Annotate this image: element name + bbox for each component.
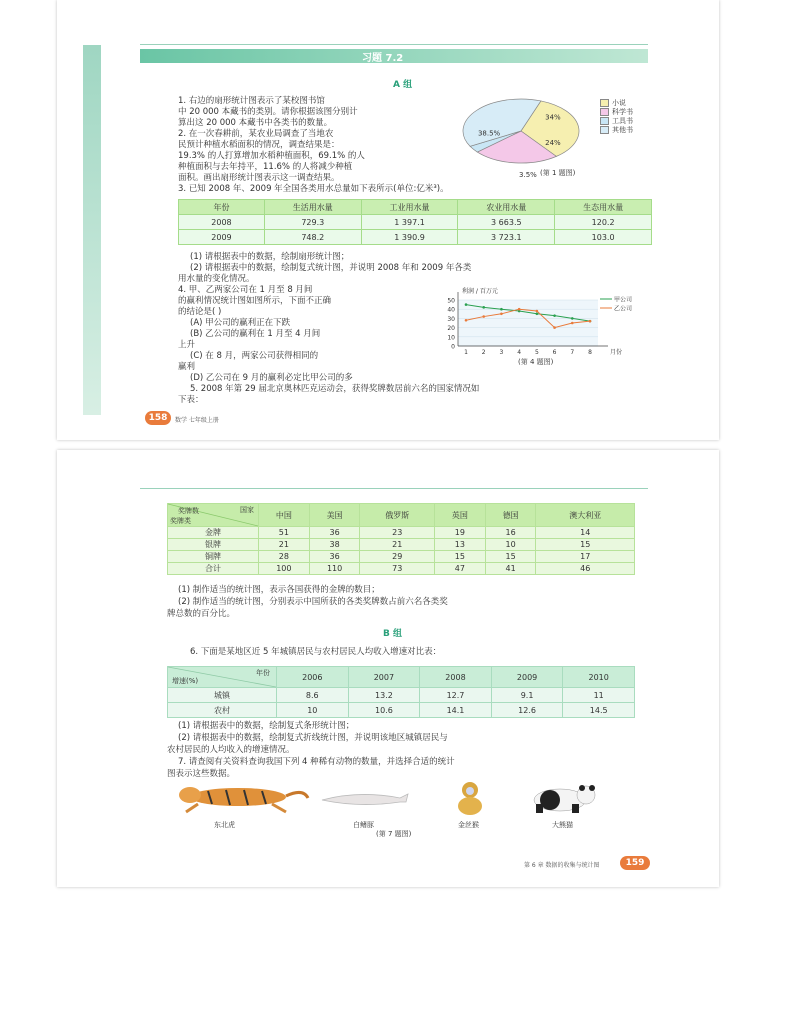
q4-line1: 4. 甲、乙两家公司在 1 月至 8 月间 xyxy=(178,285,313,295)
table-header-cell: 年份 xyxy=(179,200,265,215)
table-header-cell: 2006 xyxy=(277,667,349,688)
q2-line4: 种植面积与去年持平，11.6% 的人将减少种植 xyxy=(178,162,353,172)
data-point xyxy=(589,320,592,323)
legend-swatch xyxy=(600,117,609,125)
table-cell: 10.6 xyxy=(348,703,420,718)
table-cell: 729.3 xyxy=(264,215,361,230)
q6-line: 6. 下面是某地区近 5 年城镇居民与农村居民人均收入增速对比表： xyxy=(190,647,442,657)
x-tick-label: 3 xyxy=(499,349,504,356)
table-cell: 38 xyxy=(309,539,360,551)
legend-swatch xyxy=(600,126,609,134)
table-header-cell: 工业用水量 xyxy=(361,200,458,215)
q6-sub2b: 农村居民的人均收入的增速情况。 xyxy=(167,745,295,755)
table-header-row xyxy=(168,667,635,688)
y-tick-label: 10 xyxy=(447,334,455,342)
q6-sub2: (2) 请根据表中的数据，绘制复式折线统计图，并说明该地区城镇居民与 xyxy=(178,733,448,743)
table-row-label: 城镇 xyxy=(168,688,277,703)
panda-illustration xyxy=(520,782,600,814)
table-cell: 120.2 xyxy=(555,215,652,230)
table-cell: 10 xyxy=(277,703,349,718)
data-point xyxy=(465,319,468,322)
page1-footer: 数学 七年级上册 xyxy=(175,417,219,424)
pie-slice-label: 38.5% xyxy=(477,129,501,138)
data-point xyxy=(500,313,503,316)
data-point xyxy=(500,308,503,311)
pie-legend xyxy=(600,99,633,135)
y-tick-label: 30 xyxy=(447,315,455,323)
table-row-label: 银牌 xyxy=(168,539,259,551)
table-corner-cell xyxy=(168,504,259,527)
pie-caption: (第 1 题图) xyxy=(540,169,576,177)
table-cell: 103.0 xyxy=(555,230,652,245)
page-number-158: 158 xyxy=(145,411,171,425)
table-cell: 2008 xyxy=(179,215,265,230)
page-side-strip xyxy=(83,45,101,415)
x-tick-label: 5 xyxy=(534,349,539,356)
table-cell: 10 xyxy=(485,539,536,551)
table-header-cell: 2010 xyxy=(563,667,635,688)
table-header-cell: 2007 xyxy=(348,667,420,688)
animal-label: 大熊猫 xyxy=(552,821,573,829)
corner-label-medal: 奖牌类 xyxy=(170,517,191,525)
golden-monkey-illustration xyxy=(448,780,493,816)
tiger-illustration xyxy=(168,782,310,814)
table-row xyxy=(168,539,635,551)
page-number-159: 159 xyxy=(620,856,650,870)
corner-label-year: 年份 xyxy=(256,669,270,677)
top-rule xyxy=(140,44,648,45)
table-cell: 3 723.1 xyxy=(458,230,555,245)
group-b-badge: B 组 xyxy=(383,629,402,639)
table-header-cell: 美国 xyxy=(309,504,360,527)
q7-line1: 7. 请查阅有关资料查询我国下列 4 种稀有动物的数量，并选择合适的统计 xyxy=(178,757,455,767)
q4-option-c-2: 赢利 xyxy=(178,362,196,372)
q3-sub1: (1) 请根据表中的数据，绘制扇形统计图； xyxy=(190,252,350,262)
table-cell: 12.7 xyxy=(420,688,492,703)
q5-sub1: (1) 制作适当的统计图，表示各国获得的金牌的数目； xyxy=(178,585,380,595)
table-cell: 15 xyxy=(536,539,635,551)
table-cell: 13 xyxy=(435,539,486,551)
table-cell: 17 xyxy=(536,551,635,563)
y-tick-label: 50 xyxy=(447,297,455,305)
data-point xyxy=(571,322,574,325)
q7-line2: 图表示这些数据。 xyxy=(167,769,236,779)
q5-sub2: (2) 制作适当的统计图，分别表示中国所获的各类奖牌数占前六名各类奖 xyxy=(178,597,448,607)
dolphin-illustration xyxy=(320,790,410,810)
table-row-label: 合计 xyxy=(168,563,259,575)
y-axis-label: 利润 / 百万元 xyxy=(462,288,498,295)
table-cell: 2009 xyxy=(179,230,265,245)
table-corner-cell xyxy=(168,667,277,688)
table-cell: 23 xyxy=(360,527,435,539)
table-row xyxy=(168,551,635,563)
data-point xyxy=(553,326,556,329)
q6-sub1: (1) 请根据表中的数据，绘制复式条形统计图； xyxy=(178,721,355,731)
pie-legend-item: 科学书 xyxy=(600,108,633,117)
table-cell: 73 xyxy=(360,563,435,575)
table-cell: 21 xyxy=(360,539,435,551)
table-header-cell: 俄罗斯 xyxy=(360,504,435,527)
table-cell: 14.5 xyxy=(563,703,635,718)
x-tick-label: 8 xyxy=(588,349,592,356)
q4-option-d: (D) 乙公司在 9 月的赢利必定比甲公司的多 xyxy=(190,373,353,383)
data-point xyxy=(571,317,574,320)
group-a-badge: A 组 xyxy=(393,80,413,90)
legend-swatch xyxy=(600,99,609,107)
table-row-label: 金牌 xyxy=(168,527,259,539)
q4-option-a: (A) 甲公司的赢利正在下跌 xyxy=(190,318,291,328)
table-row xyxy=(168,703,635,718)
q5-line1: 5. 2008 年第 29 届北京奥林匹克运动会，获得奖牌数居前六名的国家情况如 xyxy=(190,384,480,394)
table-header-cell: 德国 xyxy=(485,504,536,527)
legend-label: 乙公司 xyxy=(614,305,633,313)
table-header-cell: 2009 xyxy=(491,667,563,688)
table-cell: 16 xyxy=(485,527,536,539)
line-chart-company-profit xyxy=(432,284,647,366)
table-header-cell: 澳大利亚 xyxy=(536,504,635,527)
table-cell: 1 390.9 xyxy=(361,230,458,245)
q3-line: 3. 已知 2008 年、2009 年全国各类用水总量如下表所示(单位:亿米³)。 xyxy=(178,184,449,194)
data-point xyxy=(553,314,556,317)
table-cell: 8.6 xyxy=(277,688,349,703)
table-cell: 51 xyxy=(259,527,310,539)
data-point xyxy=(536,313,539,316)
y-tick-label: 0 xyxy=(451,343,455,351)
table-cell: 14.1 xyxy=(420,703,492,718)
income-growth-table xyxy=(167,666,635,718)
x-tick-label: 6 xyxy=(552,349,557,356)
q2-line5: 面积。画出扇形统计图表示这一调查结果。 xyxy=(178,173,340,183)
data-point xyxy=(536,310,539,313)
q1-line3: 算出这 20 000 本藏书中各类书的数量。 xyxy=(178,118,333,128)
corner-label-count: 奖牌数 xyxy=(178,507,199,515)
q2-line3: 19.3% 的人打算增加水稻种植面积，69.1% 的人 xyxy=(178,151,365,161)
corner-label-country: 国家 xyxy=(240,506,254,514)
table-header-cell: 农业用水量 xyxy=(458,200,555,215)
animal-label: 白鳍豚 xyxy=(353,821,374,829)
table-cell: 14 xyxy=(536,527,635,539)
corner-label-growth: 增速(%) xyxy=(172,677,199,685)
table-row-label: 农村 xyxy=(168,703,277,718)
data-point xyxy=(465,303,468,306)
pie-slice-label: 24% xyxy=(545,139,561,148)
exercise-header xyxy=(140,49,648,63)
table-cell: 19 xyxy=(435,527,486,539)
table-header-row xyxy=(179,200,652,215)
table-cell: 11 xyxy=(563,688,635,703)
q4-line3: 的结论是( ) xyxy=(178,307,222,317)
table-cell: 47 xyxy=(435,563,486,575)
line-caption: (第 4 题图) xyxy=(518,358,554,366)
q1-line1: 1. 右边的扇形统计图表示了某校图书馆 xyxy=(178,96,325,106)
q5-line2: 下表： xyxy=(178,395,204,405)
table-header-cell: 中国 xyxy=(259,504,310,527)
pie-legend-item: 小说 xyxy=(600,99,633,108)
table-cell: 110 xyxy=(309,563,360,575)
table-cell: 100 xyxy=(259,563,310,575)
q2-line2: 民预计种植水稻面积的情况，调查结果是： xyxy=(178,140,340,150)
olympic-medal-table xyxy=(167,503,635,575)
table-header-row xyxy=(168,504,635,527)
legend-swatch xyxy=(600,108,609,116)
table-cell: 36 xyxy=(309,551,360,563)
x-axis-label: 月份 xyxy=(610,349,623,356)
q4-option-b-1: (B) 乙公司的赢利在 1 月至 4 月间 xyxy=(190,329,321,339)
pie-legend-item: 其他书 xyxy=(600,126,633,135)
water-usage-table xyxy=(178,199,652,245)
q7-caption: (第 7 题图) xyxy=(376,830,412,838)
table-header-cell: 英国 xyxy=(435,504,486,527)
data-point xyxy=(482,306,485,309)
table-header-cell: 生活用水量 xyxy=(264,200,361,215)
table-row xyxy=(179,215,652,230)
table-cell: 15 xyxy=(485,551,536,563)
table-header-cell: 2008 xyxy=(420,667,492,688)
exercise-title: 习题 7.2 xyxy=(362,53,404,64)
table-cell: 748.2 xyxy=(264,230,361,245)
table-cell: 36 xyxy=(309,527,360,539)
q3-sub2b: 用水量的变化情况。 xyxy=(178,274,255,284)
x-tick-label: 1 xyxy=(464,349,468,356)
table-cell: 1 397.1 xyxy=(361,215,458,230)
table-cell: 13.2 xyxy=(348,688,420,703)
table-cell: 12.6 xyxy=(491,703,563,718)
q4-option-b-2: 上升 xyxy=(178,340,196,350)
q2-line1: 2. 在一次春耕前，某农业局调查了当地农 xyxy=(178,129,334,139)
table-cell: 21 xyxy=(259,539,310,551)
y-tick-label: 40 xyxy=(447,306,455,314)
animal-label: 金丝猴 xyxy=(458,821,479,829)
q5-sub2b: 牌总数的百分比。 xyxy=(167,609,236,619)
x-tick-label: 7 xyxy=(570,349,575,356)
page2-footer: 第 6 章 数据的收集与统计图 xyxy=(524,862,600,869)
table-row xyxy=(168,563,635,575)
table-cell: 41 xyxy=(485,563,536,575)
y-tick-label: 20 xyxy=(447,325,455,333)
table-cell: 28 xyxy=(259,551,310,563)
data-point xyxy=(518,308,521,311)
table-cell: 29 xyxy=(360,551,435,563)
data-point xyxy=(482,315,485,318)
table-row-label: 铜牌 xyxy=(168,551,259,563)
top-rule-2 xyxy=(140,488,648,489)
pie-legend-item: 工具书 xyxy=(600,117,633,126)
table-header-cell: 生态用水量 xyxy=(555,200,652,215)
table-row xyxy=(179,230,652,245)
q3-sub2: (2) 请根据表中的数据，绘制复式统计图，并说明 2008 年和 2009 年各类 xyxy=(190,263,472,273)
x-tick-label: 4 xyxy=(517,349,522,356)
legend-label: 甲公司 xyxy=(614,296,633,304)
table-cell: 46 xyxy=(536,563,635,575)
table-cell: 15 xyxy=(435,551,486,563)
table-row xyxy=(168,527,635,539)
q1-line2: 中 20 000 本藏书的类别。请你根据该图分别计 xyxy=(178,107,358,117)
q4-line2: 的赢利情况统计图如图所示，下面不正确 xyxy=(178,296,332,306)
table-row xyxy=(168,688,635,703)
pie-slice-label: 3.5% xyxy=(519,171,537,180)
animal-label: 东北虎 xyxy=(214,821,235,829)
x-tick-label: 2 xyxy=(481,349,486,356)
table-cell: 9.1 xyxy=(491,688,563,703)
table-cell: 3 663.5 xyxy=(458,215,555,230)
pie-slice-label: 34% xyxy=(545,113,561,122)
q4-option-c-1: (C) 在 8 月，两家公司获得相同的 xyxy=(190,351,319,361)
